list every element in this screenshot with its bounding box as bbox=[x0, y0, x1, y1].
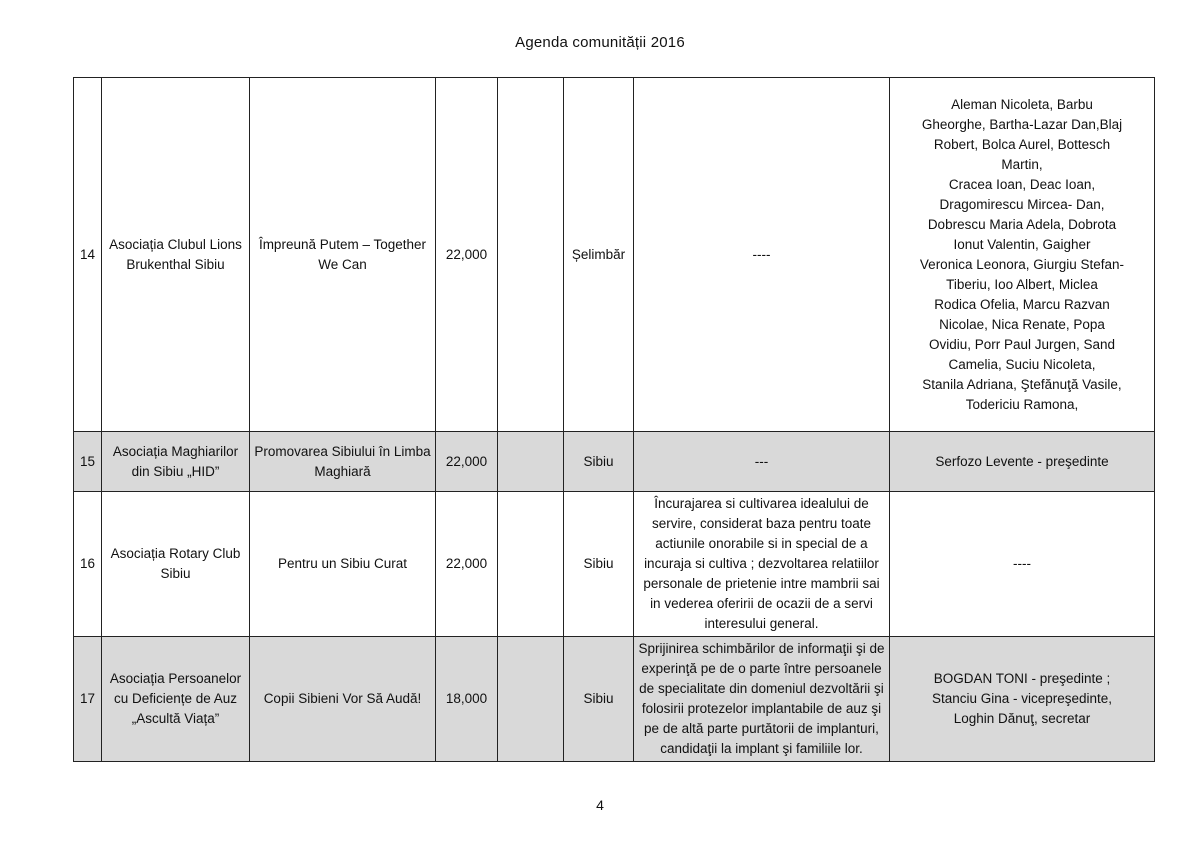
member-line: Rodica Ofelia, Marcu Razvan bbox=[934, 296, 1110, 312]
amount: 22,000 bbox=[436, 432, 498, 492]
blank-cell bbox=[498, 78, 564, 432]
organization-name: Asociația Rotary Club Sibiu bbox=[102, 492, 250, 637]
project-title: Împreună Putem – Together We Can bbox=[250, 78, 436, 432]
table-row bbox=[74, 432, 1155, 492]
member-line: Martin, bbox=[1001, 156, 1043, 172]
member-line: Todericiu Ramona, bbox=[965, 396, 1079, 412]
locality: Șelimbăr bbox=[564, 78, 634, 432]
member-line: Ionut Valentin, Gaigher bbox=[953, 236, 1091, 252]
objective: Sprijinirea schimbărilor de informaţii şi de experinţă pe de o parte între persoanele de specialitate din domeniul dezvoltării şi folosirii protezelor implantabile de auz şi pe de altă parte purtătorii de implanturi, candidaţii la implant şi familiile lor. bbox=[634, 637, 890, 762]
member-line: Ovidiu, Porr Paul Jurgen, Sand bbox=[928, 336, 1116, 352]
member-line: Nicolae, Nica Renate, Popa bbox=[939, 316, 1105, 332]
members: Serfozo Levente - preşedinte bbox=[890, 432, 1155, 492]
members-list bbox=[890, 78, 1155, 432]
row-number: 17 bbox=[74, 637, 102, 762]
locality: Sibiu bbox=[564, 492, 634, 637]
objective: --- bbox=[634, 432, 890, 492]
member-line: Veronica Leonora, Giurgiu Stefan- bbox=[919, 256, 1125, 272]
organization-name: Asociația Clubul Lions Brukenthal Sibiu bbox=[102, 78, 250, 432]
row-number: 14 bbox=[74, 78, 102, 432]
table-row bbox=[74, 78, 1155, 432]
member-line: Dobrescu Maria Adela, Dobrota bbox=[927, 216, 1117, 232]
project-title: Promovarea Sibiului în Limba Maghiară bbox=[250, 432, 436, 492]
project-title: Copii Sibieni Vor Să Audă! bbox=[250, 637, 436, 762]
organization-name: Asociația Maghiarilor din Sibiu „HID” bbox=[102, 432, 250, 492]
blank-cell bbox=[498, 432, 564, 492]
members-list bbox=[890, 637, 1155, 762]
member-line: Loghin Dănuţ, secretar bbox=[953, 711, 1091, 726]
page-number: 4 bbox=[596, 797, 604, 813]
blank-cell bbox=[498, 492, 564, 637]
objective: ---- bbox=[634, 78, 890, 432]
records-table bbox=[73, 77, 1155, 762]
locality: Sibiu bbox=[564, 432, 634, 492]
table-row bbox=[74, 492, 1155, 637]
project-title: Pentru un Sibiu Curat bbox=[250, 492, 436, 637]
member-line: Cracea Ioan, Deac Ioan, bbox=[948, 176, 1096, 192]
amount: 18,000 bbox=[436, 637, 498, 762]
blank-cell bbox=[498, 637, 564, 762]
member-line: Aleman Nicoleta, Barbu bbox=[951, 96, 1093, 112]
locality: Sibiu bbox=[564, 637, 634, 762]
organization-name: Asociația Persoanelor cu Deficiențe de Auz „Ascultă Viața” bbox=[102, 637, 250, 762]
member-line: Tiberiu, Ioo Albert, Miclea bbox=[946, 276, 1098, 292]
members: ---- bbox=[890, 492, 1155, 637]
member-line: Stanciu Gina - vicepreşedinte, bbox=[931, 691, 1113, 706]
member-line: Stanila Adriana, Ştefănuţă Vasile, bbox=[922, 376, 1122, 392]
row-number: 16 bbox=[74, 492, 102, 637]
amount: 22,000 bbox=[436, 78, 498, 432]
objective: Încurajarea si cultivarea idealului de servire, considerat baza pentru toate actiunile onorabile si in special de a incuraja si cultiva ; dezvoltarea relatiilor personale de prietenie intre mambrii sai in vederea oferirii de ocazii de a servi interesului general. bbox=[634, 492, 890, 637]
amount: 22,000 bbox=[436, 492, 498, 637]
member-line: Dragomirescu Mircea- Dan, bbox=[939, 196, 1105, 212]
row-number: 15 bbox=[74, 432, 102, 492]
member-line: Camelia, Suciu Nicoleta, bbox=[948, 356, 1096, 372]
page-header: Agenda comunității 2016 bbox=[515, 34, 685, 51]
member-line: Robert, Bolca Aurel, Bottesch bbox=[933, 136, 1111, 152]
member-line: Gheorghe, Bartha-Lazar Dan,Blaj bbox=[921, 116, 1123, 132]
table-row bbox=[74, 637, 1155, 762]
member-line: BOGDAN TONI - preşedinte ; bbox=[933, 671, 1111, 686]
